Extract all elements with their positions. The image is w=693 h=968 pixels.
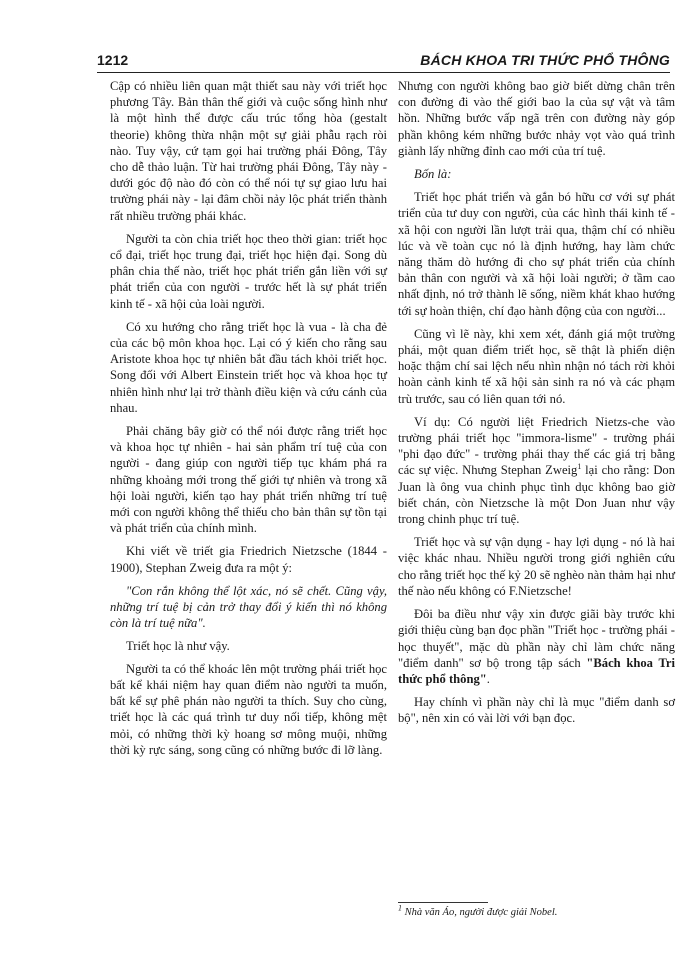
paragraph: Người ta có thể khoác lên một trường phái triết học bất kể khái niệm hay quan điểm nào người ta muốn, bất kể sự phê phán nào người ta thích. Suy cho cùng, triết học là các quá trình tư duy nối tiếp, không mệt mỏi, có những thời kỳ hoang sơ mông muội, những thời kỳ rực sáng, song cũng có những bước đi lỡ làng.: [110, 661, 387, 757]
book-title: "Bách khoa Tri thức phổ thông": [398, 655, 675, 686]
footnote: [398, 903, 675, 919]
footnote-mark: 1: [398, 903, 402, 913]
paragraph: Cập có nhiều liên quan mật thiết sau này với triết học phương Tây. Bản thân thế giới và cuộc sống hình như là một hình thể được cấu trúc tổng hòa (gestalt theorie) không thừa nhận một sự giải phẫu rạch ròi nào. Tuy vậy, cứ tạm gọi hai trường phái Đông, Tây cho dễ thảo luận. Từ hai trường phái Đông, Tây này - dưới góc độ nào đó còn có thể nói tự sự giao lưu hai trường phái này - lại đâm chồi nảy lộc phát triển thành rất nhiều trường phái khác.: [110, 79, 387, 223]
footnote-divider: [398, 902, 488, 903]
paragraph: [398, 606, 675, 687]
paragraph: Người ta còn chia triết học theo thời gian: triết học cổ đại, triết học trung đại, triết học hiện đại. Song dù phân chia thế nào, triết học phát triển gắn liền với sự phát triển của con người - trước hết là sự phát triển kinh tế - xã hội của loài người.: [110, 231, 387, 311]
paragraph: Cũng vì lẽ này, khi xem xét, đánh giá một trường phái, một quan điểm triết học, sẽ thật là phiến diện hoặc thậm chí sai lệch nếu nhìn nhận nó tách rời khỏi hoàn cảnh kinh tế xã hội sản sinh ra nó và các phạm trù trước, sau có liên quan tới nó.: [398, 326, 675, 406]
footnote-text: Nhà văn Áo, người được giải Nobel.: [402, 907, 558, 918]
paragraph: Triết học phát triển và gắn bó hữu cơ với sự phát triển của tư duy con người, của các hình thái kinh tế - xã hội con người lần lượt trải qua, thậm chí có nhiều lúc và về toàn cục nó là định hướng, hay làm chức năng thăm dò hướng đi cho sự phát triển của chính bản thân con người và xã hội loài người; ở tầm cao nhất định, nó trở thành lẽ sống, niềm khát khao hướng tới sự hoàn thiện, chí đạo hành động của con người...: [398, 190, 675, 318]
paragraph: Triết học là như vậy.: [126, 638, 230, 653]
page-header: [97, 50, 670, 73]
paragraph-text: Đôi ba điều như vậy xin được giãi bày trước khi giới thiệu cùng bạn đọc phần "Triết học - trường phái - học thuyết", mặc dù phần này chỉ làm chức năng "điểm danh" sơ bộ trong tập sách: [398, 607, 675, 670]
paragraph: [398, 414, 675, 527]
left-column: [110, 78, 387, 765]
paragraph-text: .: [486, 671, 490, 686]
paragraph-text: lại cho rằng: Don Juan là ông vua chinh phục tình dục không bao giờ biết chán, còn Nietzsche là một Don Juan như vậy trong chinh phục trí tuệ.: [398, 463, 676, 527]
paragraph: Hay chính vì phần này chỉ là mục "điểm danh sơ bộ", nên xin có vài lời với bạn đọc.: [398, 695, 675, 726]
paragraph: Khi viết về triết gia Friedrich Nietzsche (1844 - 1900), Stephan Zweig đưa ra một ý:: [110, 544, 387, 575]
paragraph: Có xu hướng cho rằng triết học là vua - là cha đẻ của các bộ môn khoa học. Lại có ý kiến cho rằng sau Aristote khoa học tự nhiên bắt đầu tách khỏi triết học. Song đối với Albert Einstein triết học và khoa học tự nhiên hình như lại trở thành điều kiện và cứu cánh của nhau.: [110, 319, 387, 415]
running-title: BÁCH KHOA TRI THỨC PHỔ THÔNG: [420, 52, 670, 68]
page-number: 1212: [97, 52, 129, 68]
right-column: [398, 78, 675, 734]
quote: "Con rắn không thể lột xác, nó sẽ chết. Cũng vậy, những trí tuệ bị cản trở thay đổi ý kiến thì nó không còn là trí tuệ nữa".: [110, 583, 387, 631]
footnote-ref: 1: [577, 462, 582, 472]
section-label: Bốn là:: [414, 167, 452, 182]
paragraph: Nhưng con người không bao giờ biết dừng chân trên con đường đi vào thế giới bao la của sự vật và tâm hồn. Những bước vấp ngã trên con đường này góp phần không kém những bước nhảy vọt vào quá trình giành lấy những đỉnh cao mới của trí tuệ.: [398, 79, 675, 158]
paragraph: Phải chăng bây giờ có thể nói được rằng triết học và khoa học tự nhiên - hai sản phẩm trí tuệ của con người - đang giúp con người tiếp tục khám phá ra những khoảng mới trong thế giới tự nhiên và trong xã hội loài người, kiến tạo hay phát triển những trí tuệ mới con người không thể thiếu cho bản thân sự tồn tại và phát triển của chính mình.: [110, 424, 387, 536]
paragraph-text: Ví dụ: Có người liệt Friedrich Nietzs-che vào trường phái triết học "immora-lisme" - trường phái "phi đạo đức" - trường phái thay thế các giá trị bằng các sự việc. Nhưng Stephan Zweig: [398, 414, 675, 478]
paragraph: Triết học và sự vận dụng - hay lợi dụng - nó là hai việc khác nhau. Nhiều người trong giới nghiên cứu cho rằng triết học thế kỷ 20 sẽ nghèo nàn thảm hại như thế nào nếu không có F.Nietzsche!: [398, 535, 675, 598]
